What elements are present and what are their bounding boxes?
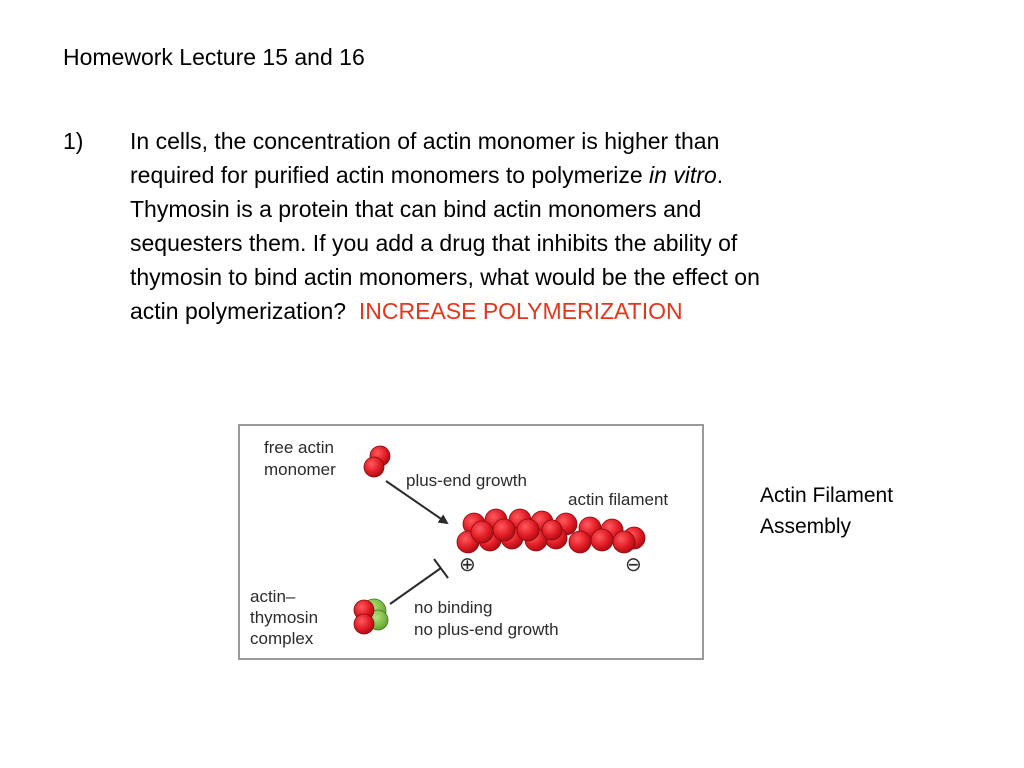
actin-filament-label: actin filament xyxy=(568,490,669,509)
question-line: thymosin to bind actin monomers, what would be the effect on xyxy=(130,264,760,290)
question-line xyxy=(130,294,930,328)
question-line-text: actin polymerization? xyxy=(130,298,347,324)
thymosin-label: thymosin xyxy=(250,608,319,627)
question-line: sequesters them. If you add a drug that inhibits the ability of xyxy=(130,230,738,256)
complex-label: complex xyxy=(250,629,314,648)
caption-line: Actin Filament xyxy=(760,484,894,507)
question-line-period: . xyxy=(716,162,724,188)
actin-filament-assembly-figure xyxy=(238,424,704,660)
actin-complex-label: actin– xyxy=(250,587,296,606)
free-actin-monomer xyxy=(364,446,390,477)
no-binding-label: no binding xyxy=(414,598,493,617)
slide-title: Homework Lecture 15 and 16 xyxy=(63,44,365,70)
minus-end-symbol: ⊖ xyxy=(625,554,642,576)
actin-diagram xyxy=(240,426,702,658)
caption-line: Assembly xyxy=(760,515,852,538)
answer-text: INCREASE POLYMERIZATION xyxy=(358,298,683,324)
no-plus-end-growth-label: no plus-end growth xyxy=(414,620,559,639)
free-actin-label: free actin xyxy=(264,438,334,457)
question-number: 1) xyxy=(63,128,84,154)
question-line-text: required for purified actin monomers to polymerize xyxy=(130,162,650,188)
question-text xyxy=(130,124,930,328)
question-line xyxy=(130,158,930,192)
in-vitro-italic: in vitro xyxy=(649,162,717,188)
monomer-label: monomer xyxy=(264,460,336,479)
question-line: In cells, the concentration of actin monomer is higher than xyxy=(130,128,720,154)
plus-end-growth-label: plus-end growth xyxy=(406,471,527,490)
question-line: Thymosin is a protein that can bind actin monomers and xyxy=(130,196,702,222)
plus-end-symbol: ⊕ xyxy=(459,554,476,576)
figure-caption xyxy=(760,480,980,542)
actin-thymosin-complex xyxy=(354,599,388,634)
actin-filament xyxy=(457,509,645,553)
